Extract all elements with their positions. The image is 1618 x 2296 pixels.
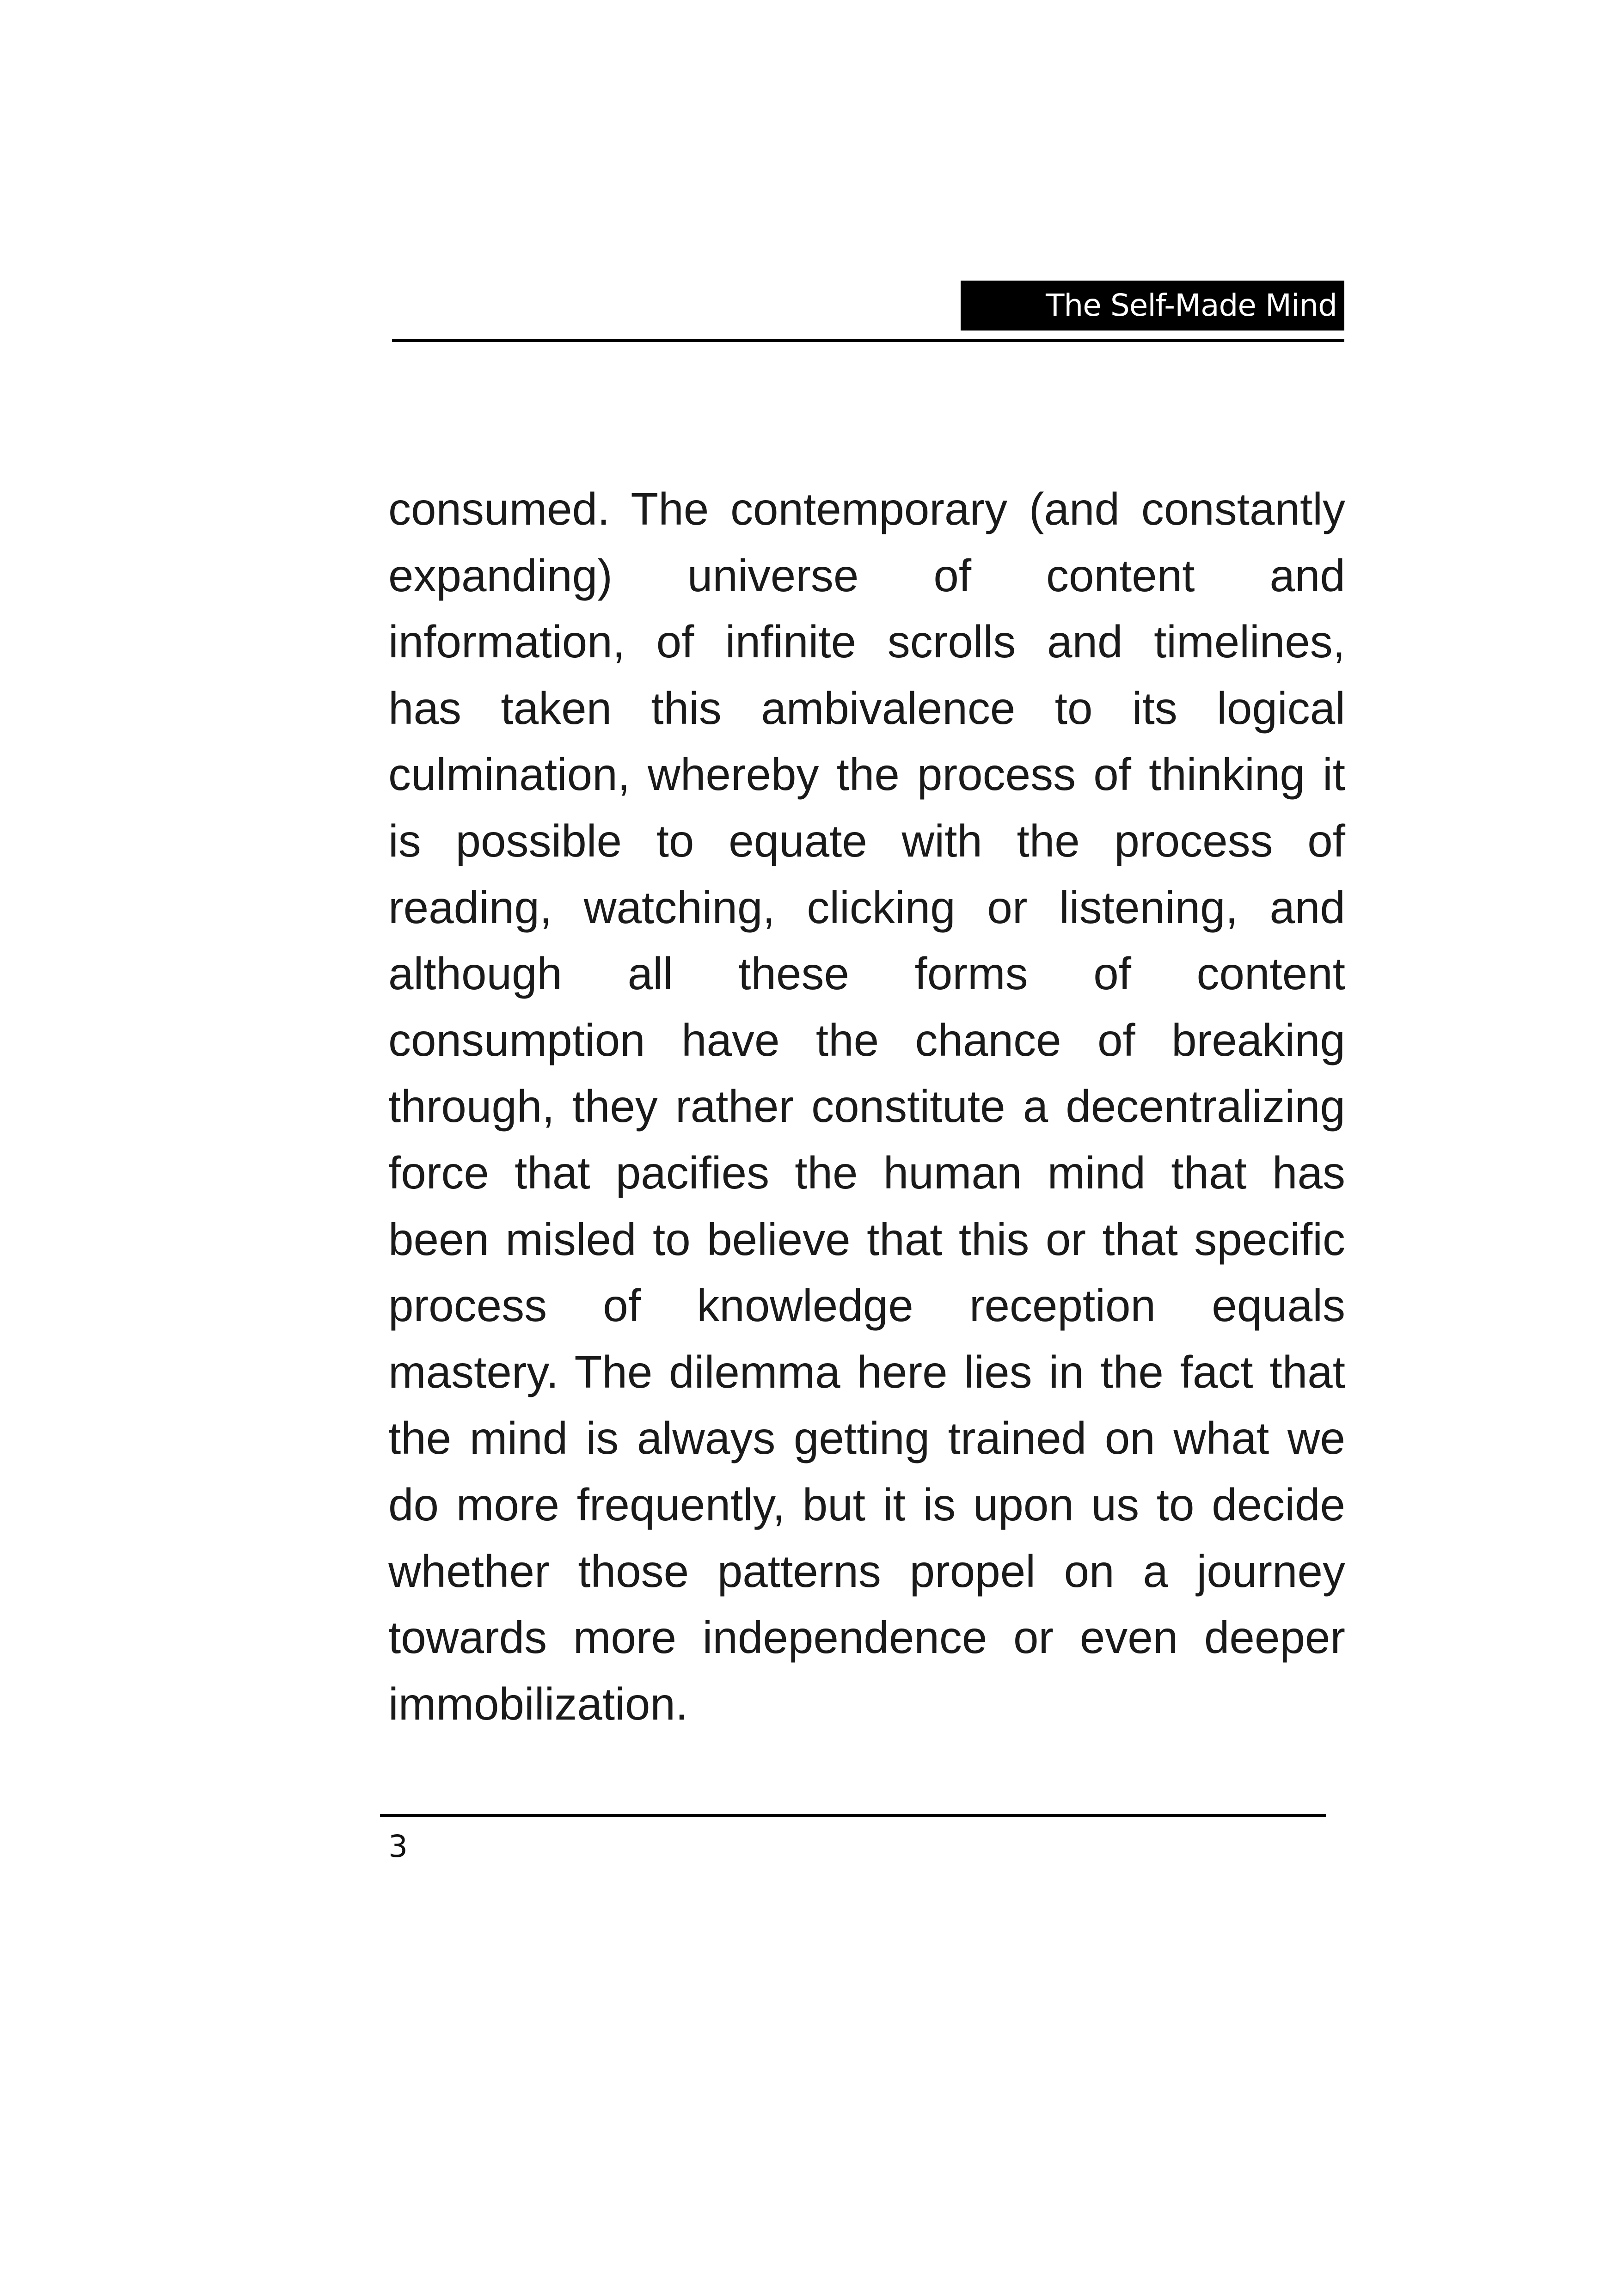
text-line: consumption have the chance of breaking <box>388 1014 1345 1065</box>
text-line: although all these forms of content <box>388 948 1345 999</box>
page-number: 3 <box>388 1829 408 1864</box>
text-line: immobilization. <box>388 1678 688 1729</box>
header-divider <box>392 339 1344 342</box>
text-line: force that pacifies the human mind that has <box>388 1147 1345 1198</box>
footer-divider <box>380 1814 1326 1817</box>
text-line: reading, watching, clicking or listening, and <box>388 882 1345 933</box>
text-line: been misled to believe that this or that specific <box>388 1213 1345 1265</box>
running-head-title: The Self-Made Mind <box>961 281 1344 331</box>
body-paragraph <box>388 476 1345 1737</box>
text-line: through, they rather constitute a decentralizing <box>388 1081 1345 1132</box>
text-line: mastery. The dilemma here lies in the fact that <box>388 1346 1345 1397</box>
text-line: whether those patterns propel on a journey <box>388 1545 1345 1597</box>
text-line: process of knowledge reception equals <box>388 1280 1345 1331</box>
text-line: do more frequently, but it is upon us to decide <box>388 1479 1345 1530</box>
text-line: expanding) universe of content and <box>388 550 1345 601</box>
text-line: the mind is always getting trained on what we <box>388 1413 1345 1464</box>
text-line: is possible to equate with the process of <box>388 815 1345 866</box>
text-line: consumed. The contemporary (and constantly <box>388 484 1345 534</box>
text-line: towards more independence or even deeper <box>388 1612 1345 1663</box>
text-line: culmination, whereby the process of thinking it <box>388 749 1345 800</box>
text-line: information, of infinite scrolls and timelines, <box>388 616 1345 667</box>
text-line: has taken this ambivalence to its logical <box>388 682 1345 734</box>
